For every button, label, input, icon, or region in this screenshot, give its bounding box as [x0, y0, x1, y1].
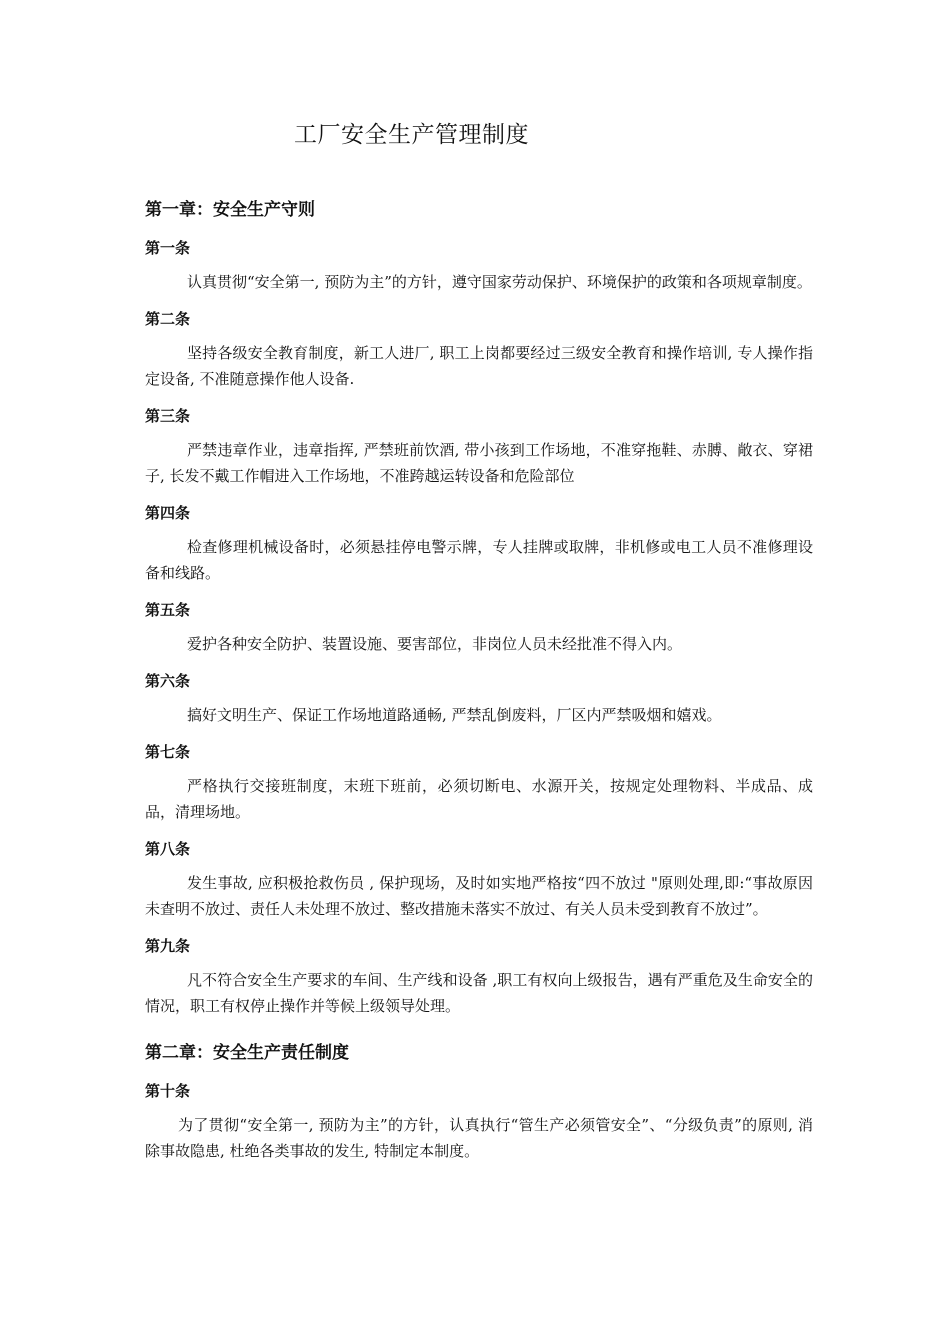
article-label: 第五条 [145, 601, 191, 619]
article-label: 第八条 [145, 840, 191, 858]
document-title: 工厂安全生产管理制度 [294, 122, 529, 148]
article-text: 凡不符合安全生产要求的车间、生产线和设备 ,职工有权向上级报告，遇有严重危及生命安全的情况，职工有权停止操作并等候上级领导处理。 [145, 971, 813, 1015]
article-text: 搞好文明生产、保证工作场地道路通畅, 严禁乱倒废料，厂区内严禁吸烟和嬉戏。 [187, 706, 722, 724]
article-label: 第三条 [145, 407, 191, 425]
chapter-1 [145, 198, 813, 1019]
article-label: 第一条 [145, 239, 191, 257]
article-label: 第六条 [145, 672, 191, 690]
article-text: 严格执行交接班制度，末班下班前，必须切断电、水源开关，按规定处理物料、半成品、成品，清理场地。 [145, 777, 813, 821]
article-text: 坚持各级安全教育制度，新工人进厂, 职工上岗都要经过三级安全教育和操作培训, 专人操作指定设备, 不准随意操作他人设备. [145, 344, 813, 388]
article-label: 第二条 [145, 310, 191, 328]
chapter-heading: 第一章：安全生产守则 [145, 200, 315, 220]
document-body [145, 198, 813, 1177]
article-text: 认真贯彻“安全第一, 预防为主”的方针，遵守国家劳动保护、环境保护的政策和各项规章制度。 [187, 273, 812, 291]
article-label: 第四条 [145, 504, 191, 522]
article-label: 第十条 [145, 1082, 191, 1100]
article-text: 严禁违章作业，违章指挥, 严禁班前饮酒, 带小孩到工作场地，不准穿拖鞋、赤膊、敞衣、穿裙子, 长发不戴工作帽进入工作场地，不准跨越运转设备和危险部位 [145, 441, 813, 485]
article-text: 发生事故, 应积极抢救伤员 , 保护现场，及时如实地严格按“四不放过 "原则处理,即:“事故原因未查明不放过、责任人未处理不放过、整改措施未落实不放过、有关人员未受到教育不放过”。 [145, 874, 813, 918]
chapter-heading: 第二章：安全生产责任制度 [145, 1043, 349, 1063]
article-text: 为了贯彻“安全第一, 预防为主”的方针，认真执行“管生产必须管安全”、“分级负责”的原则, 消除事故隐患, 杜绝各类事故的发生, 特制定本制度。 [145, 1116, 813, 1160]
article-text: 爱护各种安全防护、装置设施、要害部位，非岗位人员未经批准不得入内。 [187, 635, 683, 653]
chapter-2 [145, 1041, 813, 1164]
article-label: 第九条 [145, 937, 191, 955]
article-text: 检查修理机械设备时，必须悬挂停电警示牌，专人挂牌或取牌，非机修或电工人员不准修理设备和线路。 [145, 538, 813, 582]
article-label: 第七条 [145, 743, 191, 761]
